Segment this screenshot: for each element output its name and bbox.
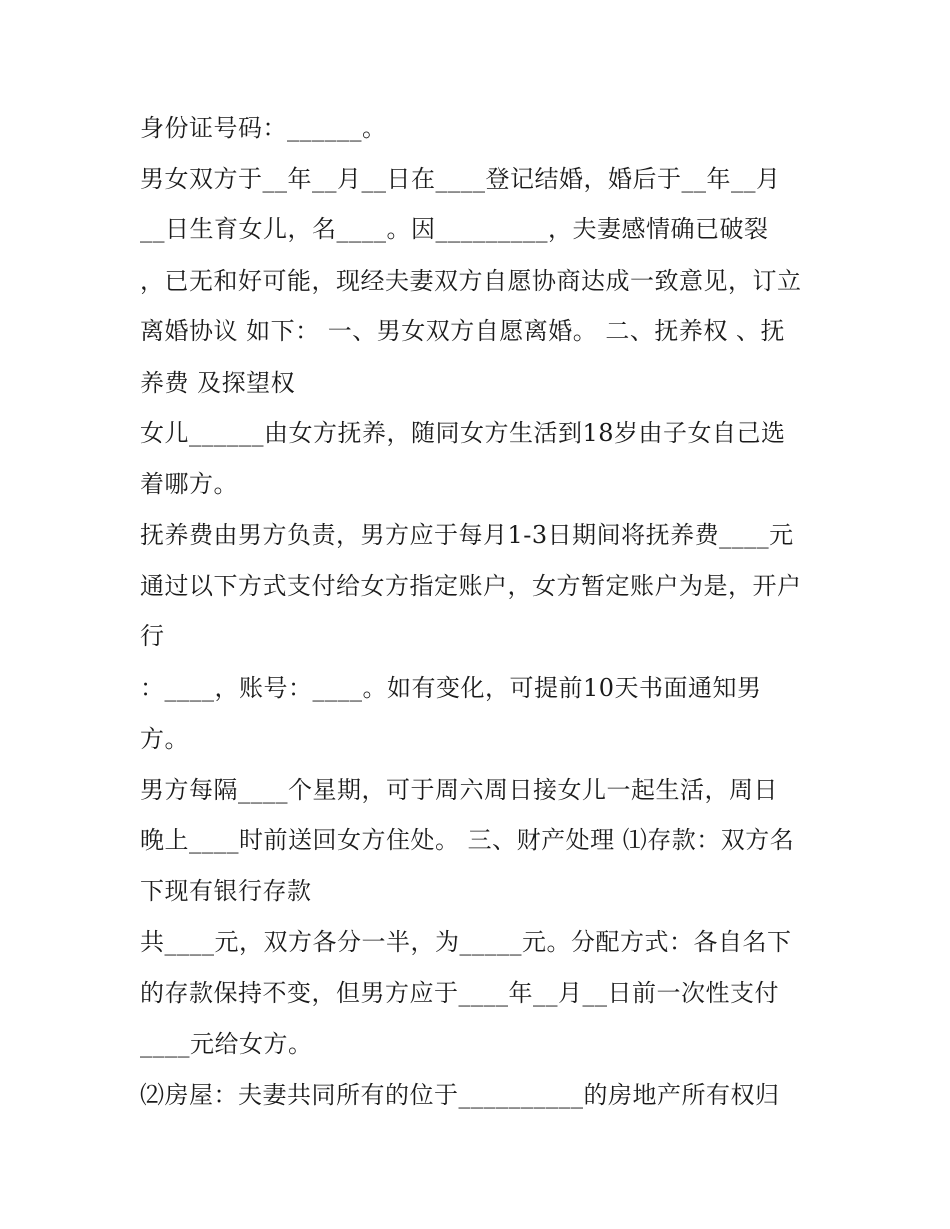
text-line: 男方每隔____个星期，可于周六周日接女儿一起生活，周日 — [140, 776, 778, 804]
text-line: 下现有银行存款 — [140, 877, 312, 905]
text-line: 抚养费由男方负责，男方应于每月1-3日期间将抚养费____元 — [140, 521, 794, 549]
text-line: ，已无和好可能，现经夫妻双方自愿协商达成一致意见，订立 — [140, 267, 802, 295]
text-line: 离婚协议 如下： 一、男女双方自愿离婚。 二、抚养权 、抚 — [140, 317, 786, 345]
text-line: 男女双方于__年__月__日在____登记结婚，婚后于__年__月 — [140, 165, 781, 193]
text-line: 晚上____时前送回女方住处。 三、财产处理 ⑴存款：双方名 — [140, 826, 795, 854]
text-line: 着哪方。 — [140, 470, 238, 498]
text-line: ：____，账号：____。如有变化，可提前10天书面通知男 — [140, 674, 762, 702]
text-line: 的存款保持不变，但男方应于____年__月__日前一次性支付 — [140, 979, 779, 1007]
text-line: 共____元，双方各分一半，为_____元。分配方式：各自名下 — [140, 928, 792, 956]
text-line: ⑵房屋：夫妻共同所有的位于__________的房地产所有权归 — [140, 1081, 780, 1109]
text-line: 行 — [140, 622, 165, 650]
text-line: 女儿______由女方抚养，随同女方生活到18岁由子女自己选 — [140, 419, 786, 447]
text-line: 方。 — [140, 725, 189, 753]
text-line: ____元给女方。 — [140, 1030, 313, 1058]
text-line: __日生育女儿，名____。因_________，夫妻感情确已破裂 — [140, 215, 769, 243]
text-line: 养费 及探望权 — [140, 369, 296, 397]
text-line: 身份证号码：______。 — [140, 114, 387, 142]
text-line: 通过以下方式支付给女方指定账户，女方暂定账户为是，开户 — [140, 572, 802, 600]
